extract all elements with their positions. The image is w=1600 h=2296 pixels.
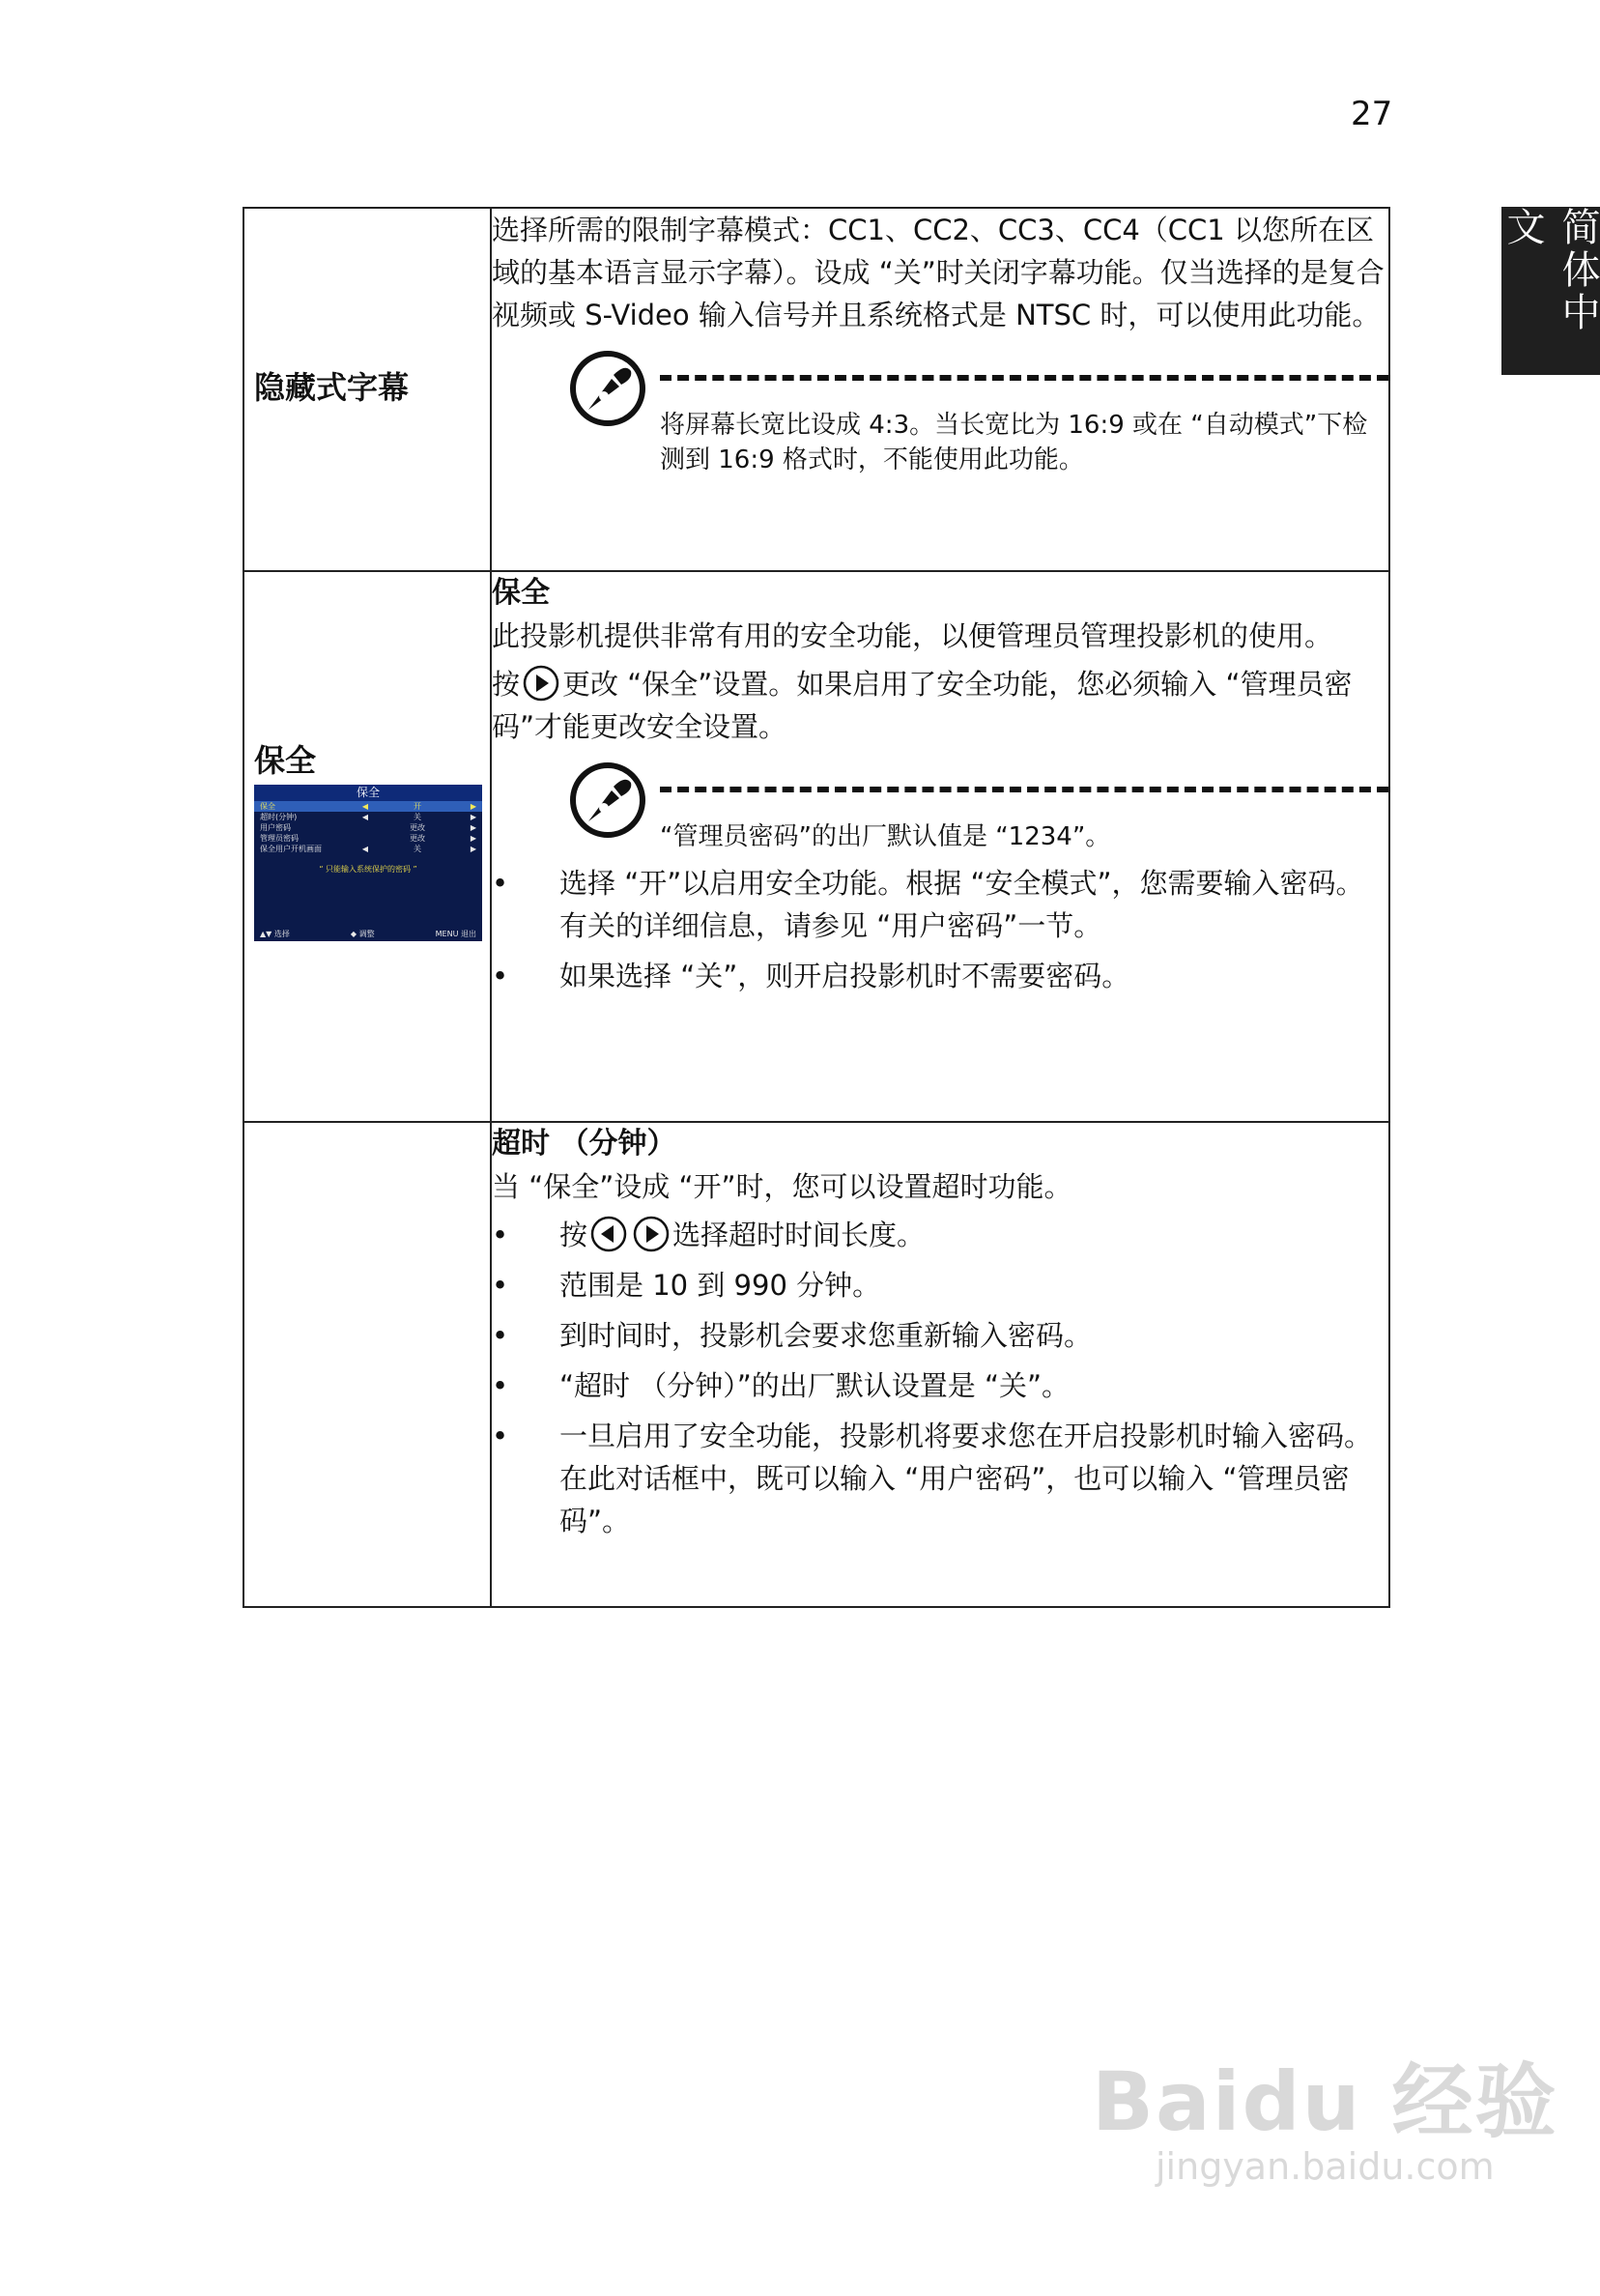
press-prefix: 按 xyxy=(492,668,521,701)
row-label-captions: 隐藏式字幕 xyxy=(254,369,410,406)
note-icon xyxy=(569,350,646,427)
bullet-icon: • xyxy=(492,960,509,992)
osd-row-label: 管理员密码 xyxy=(260,834,299,843)
list-item-text: 选择超时时间长度。 xyxy=(672,1219,926,1251)
bullet-icon: • xyxy=(492,1319,509,1352)
bullet-icon: • xyxy=(492,1269,509,1302)
note-divider xyxy=(660,375,1388,381)
list-item-text: 选择 “开”以启用安全功能。根据 “安全模式”，您需要输入密码。有关的详细信息，请参见 “用户密码”一节。 xyxy=(559,867,1364,942)
row-label-cell xyxy=(243,571,491,1122)
list-item-text: 范围是 10 到 990 分钟。 xyxy=(559,1269,881,1302)
list-item xyxy=(492,1415,1388,1542)
table-row xyxy=(243,208,1389,571)
captions-description: 选择所需的限制字幕模式：CC1、CC2、CC3、CC4（CC1 以您所在区域的基本语言显示字幕）。设成 “关”时关闭字幕功能。仅当选择的是复合视频或 S-Video 输入信号并且系统格式是 NTSC 时，可以使用此功能。 xyxy=(492,214,1385,331)
list-item xyxy=(492,1314,1388,1357)
note-divider xyxy=(660,787,1388,792)
note-icon xyxy=(569,761,646,839)
bullet-icon: • xyxy=(492,867,509,900)
osd-row-value: 关 xyxy=(414,813,421,821)
osd-row-label: 超时(分钟) xyxy=(260,813,298,821)
osd-footer-adjust: ◆ 调整 xyxy=(350,930,375,938)
osd-row-label: 用户密码 xyxy=(260,823,291,832)
osd-footer xyxy=(260,929,476,939)
row-content-cell xyxy=(491,571,1389,1122)
list-item-text: 到时间时，投影机会要求您重新输入密码。 xyxy=(559,1319,1093,1352)
osd-footer-exit: MENU 退出 xyxy=(435,930,476,938)
left-arrow-icon: ◀ xyxy=(361,802,368,811)
list-item xyxy=(492,955,1388,997)
osd-row-value: 关 xyxy=(414,845,421,853)
bullet-icon: • xyxy=(492,1219,509,1251)
left-arrow-button-icon xyxy=(589,1215,628,1253)
table-row xyxy=(243,1122,1389,1607)
settings-table xyxy=(243,207,1390,1608)
list-item-text: 按 xyxy=(559,1219,588,1251)
osd-security-menu-thumbnail xyxy=(254,785,482,941)
timeout-intro: 当 “保全”设成 “开”时，您可以设置超时功能。 xyxy=(492,1170,1072,1203)
language-tab: 简体中文 xyxy=(1501,207,1600,375)
osd-hint: “ 只能输入系统保护的密码 ” xyxy=(319,865,417,874)
security-press-instruction xyxy=(492,663,1388,748)
press-suffix: 更改 “保全”设置。如果启用了安全功能，您必须输入 “管理员密码”才能更改安全设置。 xyxy=(492,668,1353,743)
row-content-cell xyxy=(491,1122,1389,1607)
list-item-text: “超时 （分钟）”的出厂默认设置是 “关”。 xyxy=(559,1369,1071,1402)
page-number: 27 xyxy=(1351,95,1393,133)
left-arrow-icon: ◀ xyxy=(361,813,368,821)
right-arrow-button-icon xyxy=(522,664,560,703)
bullet-icon: • xyxy=(492,1420,509,1452)
list-item xyxy=(492,862,1388,947)
note-text: 将屏幕长宽比设成 4:3。当长宽比为 16:9 或在 “自动模式”下检测到 16:9 格式时，不能使用此功能。 xyxy=(660,411,1368,474)
osd-row-value: 更改 xyxy=(410,834,425,843)
right-arrow-icon: ▶ xyxy=(470,834,476,843)
timeout-bullet-list xyxy=(492,1214,1388,1542)
security-intro: 此投影机提供非常有用的安全功能，以便管理员管理投影机的使用。 xyxy=(492,619,1333,652)
right-arrow-icon: ▶ xyxy=(470,845,476,853)
table-row xyxy=(243,571,1389,1122)
osd-row xyxy=(254,844,482,854)
osd-row-label: 保全用户开机画面 xyxy=(260,845,322,853)
osd-row xyxy=(254,833,482,844)
osd-row xyxy=(254,822,482,833)
row-label-cell xyxy=(243,208,491,571)
note-text: “管理员密码”的出厂默认值是 “1234”。 xyxy=(660,822,1111,851)
osd-row xyxy=(254,801,482,812)
osd-row-label: 保全 xyxy=(260,802,275,811)
security-bullet-list xyxy=(492,862,1388,997)
right-arrow-icon: ▶ xyxy=(470,823,476,832)
list-item-text: 一旦启用了安全功能，投影机将要求您在开启投影机时输入密码。在此对话框中，既可以输入 “用户密码”，也可以输入 “管理员密码”。 xyxy=(559,1420,1373,1537)
list-item xyxy=(492,1264,1388,1306)
list-item xyxy=(492,1364,1388,1407)
left-arrow-icon: ◀ xyxy=(361,845,368,853)
osd-footer-select: ▲▼ 选择 xyxy=(260,930,290,938)
row-label-security: 保全 xyxy=(254,742,317,779)
right-arrow-icon: ▶ xyxy=(470,802,476,811)
list-item-text: 如果选择 “关”，则开启投影机时不需要密码。 xyxy=(559,960,1130,992)
section-heading-timeout: 超时 （分钟） xyxy=(492,1127,676,1161)
osd-title: 保全 xyxy=(254,785,482,801)
note-box xyxy=(569,350,1388,477)
right-arrow-button-icon xyxy=(632,1215,671,1253)
right-arrow-icon: ▶ xyxy=(470,813,476,821)
osd-row-value: 更改 xyxy=(410,823,425,832)
watermark-brand: Baidu 经验 xyxy=(1092,2054,1558,2149)
list-item xyxy=(492,1214,1388,1256)
row-content-cell xyxy=(491,208,1389,571)
osd-row xyxy=(254,812,482,822)
note-box xyxy=(569,761,1388,854)
watermark-url: jingyan.baidu.com xyxy=(1156,2145,1495,2188)
row-label-cell xyxy=(243,1122,491,1607)
section-heading-security: 保全 xyxy=(492,576,550,610)
baidu-jingyan-watermark xyxy=(1092,2054,1558,2188)
osd-row-value: 开 xyxy=(414,802,421,811)
bullet-icon: • xyxy=(492,1369,509,1402)
